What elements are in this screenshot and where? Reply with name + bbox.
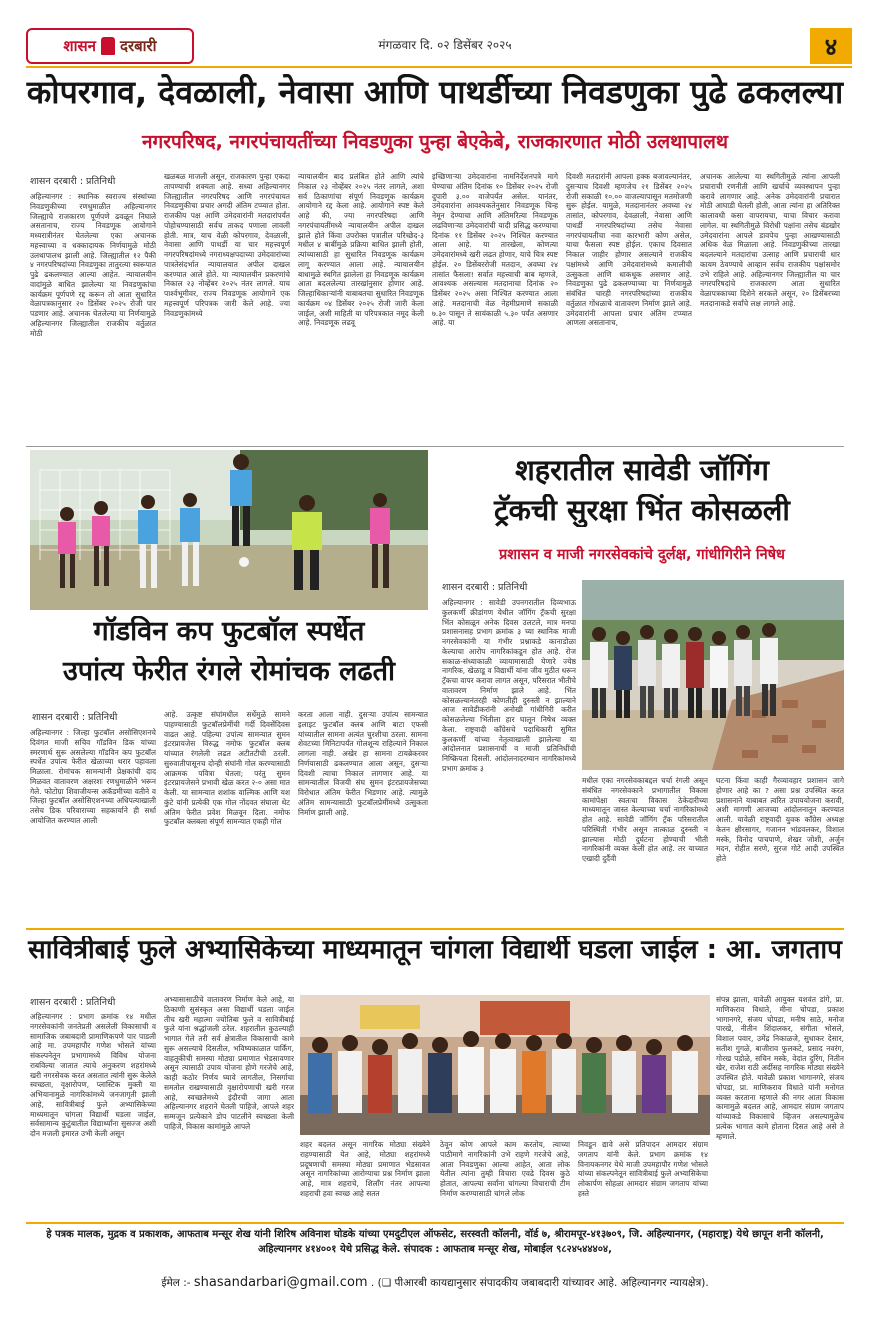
story3-byline: शासन दरबारी : प्रतिनिधी — [442, 582, 528, 593]
story1-headline: कोपरगाव, देवळाली, नेवासा आणि पाथर्डीच्या निवडणुका पुढे ढकलल्या — [26, 74, 844, 111]
story2-column-3: करता आला नाही. दुसऱ्या उपांत्य सामन्यात इलाइट फुटबॉल क्लब आणि बाटा एफसी यांच्यातील सामना अत्यंत चुरशीचा ठरला. सामना शेवटच्या मिनिटापर्यंत गोलशून्य राहिल्याने निकाल लागला नाही. अखेर हा सामना टायब्रेकरवर निर्णयासाठी ढकलण्यात आला असून, दुसऱ्या दिवशी त्याचा निकाल लागणार आहे. या सामन्यातील विजयी संघ सुमन इंटरप्रायजेसच्या विरोधात अंतिम फेरीत भिडणार आहे. त्यामुळे अंतिम सामन्यासाठी फुटबॉलप्रेमींमध्ये उत्सुकता निर्माण झाली आहे. — [298, 710, 428, 817]
story3-column-1: अहिल्यानगर : सावेडी उपनगरातील दिव्यभाऊ कुलकर्णी क्रीडांगण येथील जॉगिंग ट्रॅकची सुरक्षा भिंत कोसळून अनेक दिवस उलटले, मात्र मनपा प्रशासनासह प्रभाग क्रमांक ३ च्या स्थानिक माजी नगरसेवकांनी या गंभीर प्रश्नाकडे कानाडोळा केल्याचा आरोप नागरिकांकडून होत आहे. रोज सकाळ-संध्याकाळी व्यायामासाठी येणारे ज्येष्ठ नागरिक, खेळाडू व विद्यार्थी यांना जीव मुठीत धरून ट्रॅकचा वापर करावा लागत असून, परिसरात भीतीचे वातावरण निर्माण झाले आहे. भिंत कोसळल्यानंतरही कोणतीही दुरुस्ती न झाल्याने आज सावेडीकरांनी अनोखी गांधीगिरी करीत कोसळलेल्या भिंतीला हार घालून निषेध व्यक्त केला. राष्ट्रवादी काँग्रेसचे पदाधिकारी सुमित कुलकर्णी यांच्या नेतृत्वाखाली झालेल्या या आंदोलनात प्रशासनाची व माजी प्रतिनिधींची निष्क्रियता दिसली. आंदोलनादरम्यान नागरिकांमध्ये प्रभाग क्रमांक ३ — [442, 598, 576, 774]
logo-part1: शासन — [63, 37, 96, 55]
story1-column-1: अहिल्यानगर : स्थानिक स्वराज्य संस्थांच्या निवडणुकीच्या रणधुमाळीत अहिल्यानगर जिल्ह्याचे राजकारण पूर्णपणे ढवळून निघाले असतानाच, राज्य निवडणूक आयोगाने मध्यरात्रीनंतर घेतलेल्या एका अचानक महत्त्वाच्या व धक्कादायक निर्णयामुळे मोठी उलथापालथ झाली आहे. जिल्ह्यातील १२ पैकी ४ नगरपरिषदांच्या निवडणुका तातुरत्या स्वरूपात पुढे ढकलण्यात आल्या आहेत. न्यायालयीन वादांमुळे बाधित झालेल्या या निवडणुकांचा कार्यक्रम पूर्णपणे रद्द करून तो आता सुधारित वेळापत्रकानुसार २० डिसेंबर २०२५ रोजी पार पडणार आहे. अचानक घेतलेल्या या निर्णयामुळे अहिल्यानगर जिल्ह्यातील राजकीय वर्तुळात मोठी — [30, 192, 156, 338]
story1-subhead: नगरपरिषद, नगरपंचायतींच्या निवडणुका पुन्हा बेएकेबे, राजकारणात मोठी उलथापालथ — [142, 131, 728, 153]
story4-column-1: अहिल्यानगर : प्रभाग क्रमांक १४ मधील नगरसेवकांनी जनतेप्रती असलेली विकासाची व सामाजिक जबाबदारी प्रामाणिकपणे पार पाडली आहे मा. उपमहापौर गणेश भोसले यांच्या संकल्पनेतून प्रभागामध्ये विविध योजना राबविल्या जातात त्याचे अनुकरण शहरांमध्ये खरी नगरसेवक करत असतात त्यांनी सुरू केलेले स्वच्छता, वृक्षारोपण, प्लास्टिक मुक्ती या अभियानामुळे नागरिकांमध्ये जनजागृती झाली आहे, सावित्रीबाई फुले अभ्यासिकेच्या माध्यमातून चांगला विद्यार्थी घडला जाईल, सर्वसामान्य कुटुंबातील विद्यार्थ्यांना सुसज्ज अशी दोन मजली इमारत उभी केली असून — [30, 1012, 156, 1139]
story1-byline: शासन दरबारी : प्रतिनिधी — [30, 176, 116, 187]
masthead-logo — [26, 28, 194, 64]
story4-column-5: निवडून द्यावे असे प्रतिपादन आमदार संग्राम जगताप यांनी केले. प्रभाग क्रमांक १४ विनायकनगर येथे माजी उपमहापौर गणेश भोसले यांच्या संकल्पनेतून सावित्रीबाई फुले अभ्यासिकेचा लोकार्पण सोहळा आमदार संग्राम जगताप यांच्या हस्ते — [578, 1140, 708, 1198]
story4-column-6: संपन्न झाला, यावेळी आयुक्त यशवंत डांगे, प्रा. माणिकराव विधाते, मीना चोपडा, प्रकाश भागानगरे, संजय चोपडा, मनीष साठे, मनोज पारखे, नीतीन शिंदालकर, संगीता भोसले, विशाल पवार, उमेंद्र निकाळजे, सुधाकर देसार, सतीश गुगळे, बाजीराव फुलकटे, प्रसाद नवरंग, गोरख पडोळे, सचिन मस्के, वेदांत दुरिंग, नितीन खेर, राजेश राठी अर्दीसह नागरिक मोठ्या संख्येने उपस्थित होते. यावेळी प्रकाश भागानगरे, संजय चोपडा, प्रा. माणिकराव विधाते यांनी मनोगत व्यक्त करताना म्हणाले की नगर आता विकास कामामुळे बदलत आहे, आमदार संग्राम जगताप यांच्याकडे विकासाचे व्हिजन असल्यामुळेच प्रत्येक भागात कामे होताना दिसत आहे असे ते म्हणाले. — [716, 995, 844, 1141]
footer-imprint: हे पत्रक मालक, मुद्रक व प्रकाशक, आफताब मन्सूर शेख यांनी शिरिष अविनाश घोडके यांच्या एमदुटीएल ऑफसेट, सरस्वती कॉलनी, वॉर्ड ७, श्रीरामपूर-४१३७०९, जि. अहिल्यानगर, (महाराष्ट्र) येथे छापून शनी कॉलनी, अहिल्यानगर ४१४००१ येथे प्रसिद्ध केले. संपादक : आफताब मन्सूर शेख, मोबाईल ९८२४५४४४०४, — [46, 1229, 824, 1255]
story2-column-1: अहिल्यानगर : जिल्हा फुटबॉल असोसिएशनचे दिवंगत माजी सचिव गॉडविन डिक यांच्या स्मरणार्थ सुरू असलेल्या गॉडविन कप फुटबॉल स्पर्धेत उपांत्य फेरीत खेळाच्या थरार पहावला मिळाला. रोमांचक सामन्यांनी प्रेक्षकांची दाद मिळवत वातावरण अक्षरशः रणधुमाळीने भरून गेले. फोटोग्रा शिवाजीयन्स अकॅडमीच्या वतीने व जिल्हा फुटबॉल असोसिएशनच्या अधिपत्याखाली तसेच डिक परिवाराच्या सहकार्याने ही सर्धा आयोजित करण्यात आली — [30, 728, 156, 825]
page-number: ४ — [810, 28, 852, 64]
story2-headline-line1: गॉडविन कप फुटबॉल स्पर्धेत — [93, 616, 365, 647]
issue-date: मंगळवार दि. ०२ डिसेंबर २०२५ — [378, 38, 512, 52]
footer-disclaimer: . (❏ पीआरबी कायद्यानुसार संपादकीय जबाबदारी यांच्यावर आहे. अहिल्यानगर न्यायक्षेत्र). — [370, 1277, 709, 1289]
story2-column-2: आहे. उत्कृष्ट संघांमधील सर्धेमुळे सामने पाहण्यासाठी फुटबॉलप्रेमींची गर्दी दिवसेंदिवस वाढत आहे. पहिल्या उपांत्य सामन्यात सुमन इंटरप्रायजेस विरुद्ध नमोफ फुटबॉल क्लब यांच्यात रंगलेली लढत अटीतटीची ठरली. सुरुवातीपासूनच दोन्ही संघांनी गोल करण्यासाठी आक्रमक पवित्रा घेतला; परंतु सुमन इंटरप्रायजेसने प्रभावी खेळ करत २-० असा मात केली. या सामन्यात शशांक वाल्मिक आणि यश कुंटे यांनी प्रत्येकी एक गोल नोंदवत संघाला थेट अंतिम फेरीत प्रवेश मिळवून दिला. नमोफ फुटबॉल क्लबला संपूर्ण सामन्यात एकही गोल — [164, 710, 290, 827]
header-rule — [26, 66, 852, 68]
section-divider-1 — [26, 446, 844, 447]
collapsed-wall-protest-photo — [582, 580, 844, 770]
story4-column-3: शहर बदलत असून नागरिक मोठ्या संख्येने राहण्यासाठी येत आहे, मोठ्या शहरांमध्ये प्रदूषणाची समस्या मोठ्या प्रमाणात भेडसावत असून नागरिकांच्या आरोग्याचा प्रश्न निर्माण झाला आहे, मात्र शहराचे, शिलाँग नंतर आपल्या शहराची हवा स्वच्छ आहे सतत — [300, 1140, 430, 1198]
story3-column-2: मधील एका नगरसेवकाबद्दल चर्चा रंगली असून संबंधित नगरसेवकाने प्रभागातील विकास कामांपेक्षा स्वतःचा विकास ठेकेदारीच्या माध्यमातून जास्त केल्याच्या चर्चा नागरिकांमध्ये होत आहे. सावेडी जॉगिंग ट्रॅक परिसरातील परिस्थिती गंभीर असून तात्काळ दुरुस्ती न झाल्यास मोठी दुर्घटना होण्याची भीती नागरिकांनी व्यक्त केली होत आहे. तर याच्यात एखादी दुर्दैवी — [582, 776, 708, 864]
story1-column-2: खळबळ माजली असून, राजकारण पुन्हा एकदा तापण्याची शक्यता आहे. सध्या अहिल्यानगर जिल्ह्यातील नगरपरिषद आणि नगरपंचायत निवडणुकीचा प्रचार अगदी अंतिम टप्प्यात होता. राजकीय पक्ष आणि उमेदवारांनी मतदारांपर्यंत पोहोचण्यासाठी सर्वच ताकद पणाला लावली होती. मात्र, याच वेळी कोपरगाव, देवळाली, नेवासा आणि पाथर्डी या चार महत्त्वपूर्ण नगरपरिषदांमध्ये नगराध्यक्षपदाच्या उमेदवारांच्या पात्रतेसंदर्भात न्यायालयात अपील दाखल करण्यात आले होते. या न्यायालयीन प्रकरणांचे निकाल २३ नोव्हेंबर २०२५ नंतर लागले. याच पार्श्वभूमीवर, राज्य निवडणूक आयोगाने एक महत्त्वपूर्ण परिपत्रक जारी केले आहे. ज्या निवडणुकांमध्ये — [164, 172, 290, 318]
footer-email-label: ईमेल :- — [161, 1277, 191, 1289]
football-match-photo — [30, 450, 428, 610]
story1-column-4: इच्छिणाऱ्या उमेदवारांना नामनिर्देशनपत्रे मागे घेण्याचा अंतिम दिनांक १० डिसेंबर २०२५ रोजी दुपारी ३.०० वाजेपर्यंत असेल. यानंतर, उमेदवारांना आवश्यकतेनुसार निवडणूक चिन्ह नेमून देण्याचा आणि अंतिमरित्या निवडणूक लढविणाऱ्या उमेदवारांची यादी प्रसिद्ध करण्याचा दिनांक ११ डिसेंबर २०२५ निश्चित करण्यात आला आहे. या तारखेला, कोणत्या उमेदवारांमध्ये खरी लढत होणार, याचे चित्र स्पष्ट होईल. २० डिसेंबररोजी मतदान, अवघ्या २४ तासांत फैसला! सर्वात महत्त्वाची बाब म्हणजे, आवश्यक असल्यास मतदानाचा दिनांक २० डिसेंबर २०२५ असा निश्चित करण्यात आला आहे. मतदानाची वेळ नेहमीप्रमाणे सकाळी ७.३० पासून ते सायंकाळी ५.३० पर्यंत असणार आहे. या — [432, 172, 558, 328]
story3-headline-line1: शहरातील सावेडी जॉगिंग — [515, 454, 769, 487]
story3-subhead: प्रशासन व माजी नगरसेवकांचे दुर्लक्ष, गांधीगिरीने निषेध — [499, 547, 785, 563]
story3-column-3: घटना किंवा काही गैरव्यावहार प्रशासन जागे होणार आहे का ? असा प्रश्न उपस्थित करत प्रशासनाने याबाबत त्वरित उपाययोजना करावी, अशी मागणी आजच्या आंदोलनातून करण्यात आली. यावेळी राष्ट्रवादी युवक काँग्रेस अध्यक्ष केतन क्षीरसागर, गजानन भांडवलकर, विशाल मस्के, विनोद पाचपाणे, शेखर जोशी, अर्जुन मदन, रोहीत सरणे, सुरज गोटे आदी उपस्थित होते — [716, 776, 844, 864]
story2-headline-line2: उपांत्य फेरीत रंगले रोमांचक लढती — [63, 656, 395, 687]
section-divider-2 — [26, 928, 844, 930]
story4-column-2: अभ्यासासाठीचे वातावरण निर्माण केले आहे, या ठिकाणी सुसंस्कृत असा विद्यार्थी घडला जाईल तीच खरी महात्मा ज्योतिबा फुले व सावित्रीबाई फुले यांना श्रद्धांजली ठरेल. शहरातील कुठल्याही भागात गेले तरी सर्व क्षेत्रातील विकासाची कामे सुरू असल्याचे दिसतील, भविष्यकाळात पार्किंग, वाहतूकीची समस्या मोठ्या प्रमाणात भेडसावणार असून त्यासाठी उपाय योजना होणे गरजेचे आहे, काही कठोर निर्णय घ्यावे लागतील, निसर्गाचा समतोल राखण्यासाठी वृक्षारोपणाची खरी गरज आहे, स्वच्छतेमध्ये इंदौरची जागा आता अहिल्यानगर शहराने घेतली पाहिजे, आपले शहर सम्मजून प्रत्येकाने डोप पाटलीने स्वच्छता केली पाहिजे, विकास कामांमुळे आपले — [164, 995, 294, 1131]
story4-column-4: ठेवून कोण आपले काम करतोय, त्याच्या पाठीमागे नागरिकांनी उभे राहणे गरजेचे आहे, आता निवडणुका आल्या आहेत, आता लोक येतील त्यांना तुम्ही विचारा एवढे दिवस कुठे होतात, आपल्या सर्वांना चांगल्या विचाराची टीम निर्माण करण्यासाठी चांगले लोक — [440, 1140, 570, 1198]
footer-rule — [26, 1222, 844, 1224]
logo-part2: दरबारी — [119, 37, 157, 55]
story2-byline: शासन दरबारी : प्रतिनिधी — [32, 712, 118, 723]
story1-column-6: अचानक आलेल्या या स्थगितीमुळे त्यांना आपली प्रचाराची रणनीती आणि खर्चाचे व्यवस्थापन पुन्हा करावे लागणार आहे. अनेक उमेदवारांनी प्रचारात मोठी आघाडी घेतली होती, आता त्यांना हा अतिरिक्त कालावधी कसा वापरायचा, याचा विचार करावा लागेल. या स्थगितीमुळे विरोधी पक्षांना तसेच बंडखोर उमेदवारांना आपले डावपेच पुन्हा आखण्यासाठी अधिक वेळ मिळाला आहे. निवडणुकीच्या तारखा बदलल्याने मतदारांचा उत्साह आणि प्रचाराची धार कायम ठेवण्याचे आव्हान सर्वच राजकीय पक्षांसमोर उभे राहिले आहे. अहिल्यानगर जिल्ह्यातील या चार नगरपरिषदांचे राजकारण आता सुधारित वेळापत्रकाच्या दिशेने सरकले असून, २० डिसेंबरच्या मतदानाकडे सर्वांचे लक्ष लागले आहे. — [700, 172, 840, 308]
story1-column-3: न्यायालयीन बाद प्रलंबित होते आणि त्यांचे निकाल २३ नोव्हेंबर २०२५ नंतर लागले, अशा सर्व ठिकाणांचा संपूर्ण निवडणूक कार्यक्रम आयोगाने रद्द केला आहे. आयोगाने स्पष्ट केले आहे की, ज्या नगरपरिषदा आणि नगरपंचायतींमध्ये न्यायालयीन अपील दाखल झाले होते किंवा उपरोक्त पत्रातील परिच्छेद-३ मधील ४ बाबींमुळे प्रक्रिया बाधित झाली होती, त्यांच्यासाठी हा सुधारित निवडणूक कार्यक्रम लागू करण्यात आला आहे. न्यायालयीन बाधामुळे स्थगित झालेला हा निवडणूक कार्यक्रम आता बदललेल्या तारखांनुसार होणार आहे. जिल्हाधिकाऱ्यांनी याबाबतचा सुधारित निवडणूक कार्यक्रम ०४ डिसेंबर २०२५ रोजी जारी केला जाईल, अशी माहिती या परिपत्रकात नमूद केली आहे. निवडणूक लढवू — [298, 172, 424, 328]
story3-headline-line2: ट्रॅकची सुरक्षा भिंत कोसळली — [494, 494, 790, 527]
emblem-icon — [101, 37, 115, 55]
story4-byline: शासन दरबारी : प्रतिनिधी — [30, 997, 116, 1008]
footer-email-line — [26, 1275, 844, 1290]
story4-headline: सावित्रीबाई फुले अभ्यासिकेच्या माध्यमातून चांगला विद्यार्थी घडला जाईल : आ. जगताप — [28, 936, 842, 965]
study-centre-inauguration-photo — [300, 995, 710, 1135]
story1-column-5: दिवशी मतदारांनी आपला हक्क बजावल्यानंतर, दुसऱ्याच दिवशी म्हणजेच २१ डिसेंबर २०२५ रोजी सकाळी १०.०० वाजल्यापासून मतमोजणी सुरू होईल. यामुळे, मतदानानंतर अवघ्या २४ तासांत, कोपरगाव, देवळाली, नेवासा आणि पाथर्डी नगरपरिषदांच्या तसेच नेवासा नगरपंचायतीचा नवा कारभारी कोण असेल, याचा फैसला स्पष्ट होईल. एकाच दिवसात निकाल जाहीर होणार असल्याने राजकीय पक्षांमध्ये आणि उमेदवारांमध्ये कमालीची उत्सुकता आणि धाकधूक असणार आहे. निवडणुका पुढे ढकलण्याच्या या निर्णयामुळे संबंधित चारही नगरपरिषदांच्या राजकीय वर्तुळात गोंधळाचे वातावरण निर्माण झाले आहे. उमेदवारांनी आपला प्रचार अंतिम टप्प्यात आणला असतानाच, — [566, 172, 692, 328]
footer-email-address[interactable]: shasandarbari@gmail.com — [193, 1275, 368, 1290]
